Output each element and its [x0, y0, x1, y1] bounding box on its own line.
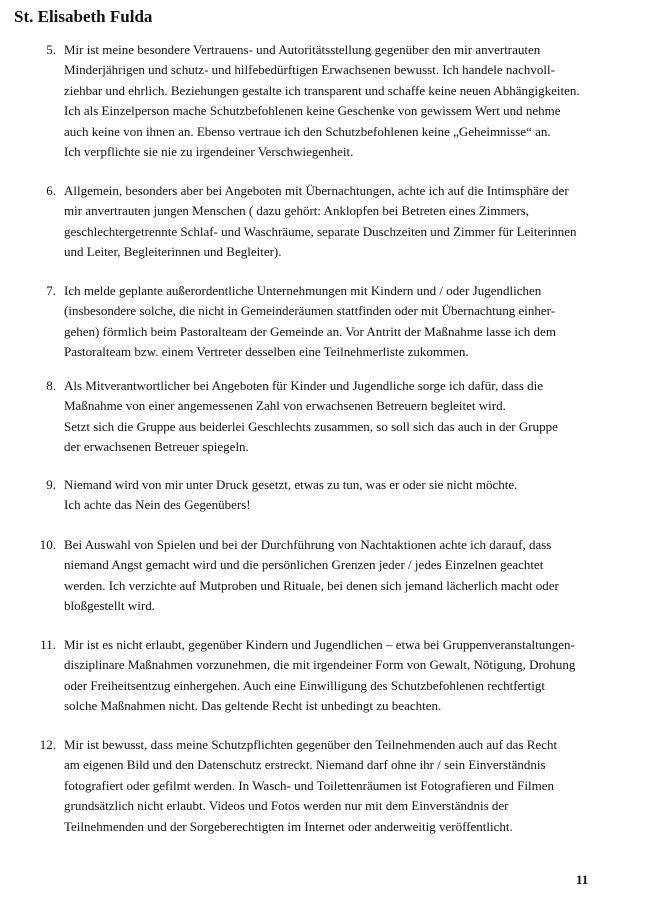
rule-text-line: Pastoralteam bzw. einem Vertreter desselben eine Teilnehmerliste zukommen. — [64, 344, 469, 360]
rule-number: 10. — [39, 537, 56, 552]
rule-text-line: bloßgestellt wird. — [64, 598, 155, 614]
rule-text-line: gehen) förmlich beim Pastoralteam der Gemeinde an. Vor Antritt der Maßnahme lasse ich dem — [64, 323, 556, 339]
rule-number: 5. — [46, 42, 56, 57]
rule-text-line: Maßnahme von einer angemessenen Zahl von erwachsenen Betreuern begleitet wird. — [64, 398, 506, 414]
rule-text-line: am eigenen Bild und den Datenschutz erstreckt. Niemand darf ohne ihr / sein Einverständnis — [64, 757, 546, 773]
rule-text-line: Minderjährigen und schutz- und hilfebedürftigen Erwachsenen bewusst. Ich handele nachvoll- — [64, 62, 555, 78]
rule-text-line: Niemand wird von mir unter Druck gesetzt, etwas zu tun, was er oder sie nicht möchte. — [64, 477, 518, 492]
rule-text-line: mir anvertrauten jungen Menschen ( dazu gehört: Anklopfen bei Betreten eines Zimmers, — [64, 203, 529, 219]
rule-text-line: geschlechtergetrennte Schlaf- und Waschräume, separate Duschzeiten und Zimmer für Leiterinnen — [64, 223, 577, 239]
rule-text-line: Als Mitverantwortlicher bei Angeboten für Kinder und Jugendliche sorge ich dafür, dass die — [64, 378, 544, 393]
rule-number: 6. — [46, 183, 56, 198]
rule-text-line: niemand Angst gemacht wird und die persönlichen Grenzen jeder / jedes Einzelnen geachtet — [64, 557, 544, 573]
rule-text-line: disziplinare Maßnahmen vorzunehmen, die mit irgendeiner Form von Gewalt, Nötigung, Drohung — [64, 657, 576, 673]
rule-text-line: Bei Auswahl von Spielen und bei der Durchführung von Nachtaktionen achte ich darauf, dass — [64, 537, 552, 552]
rule-text-line: oder Freiheitsentzug einhergehen. Auch eine Einwilligung des Schutzbefohlenen rechtfertigt — [64, 677, 545, 693]
rule-text-line: (insbesondere solche, die nicht in Gemeinderäumen stattfinden oder mit Übernachtung einher- — [64, 303, 556, 319]
rule-text-line: Mir ist meine besondere Vertrauens- und Autoritätsstellung gegenüber den mir anvertrauten — [64, 42, 541, 57]
rule-text-line: Ich melde geplante außerordentliche Unternehmungen mit Kindern und / oder Jugendlichen — [64, 283, 542, 298]
rule-text-line: und Leiter, Begleiterinnen und Begleiter). — [64, 244, 282, 260]
rule-text-line: Ich achte das Nein des Gegenübers! — [64, 497, 251, 513]
rule-number: 9. — [46, 477, 56, 492]
rule-number: 7. — [46, 283, 56, 298]
rule-text-line: solche Maßnahmen nicht. Das geltende Recht ist unbedingt zu beachten. — [64, 698, 442, 714]
rule-text-line: der erwachsenen Betreuer spiegeln. — [64, 439, 249, 455]
page-title: St. Elisabeth Fulda — [14, 7, 153, 26]
rule-text-line: fotografiert oder gefilmt werden. In Wasch- und Toilettenräumen ist Fotografieren und Filmen — [64, 777, 554, 793]
rule-text-line: Allgemein, besonders aber bei Angeboten mit Übernachtungen, achte ich auf die Intimsphäre der — [64, 183, 569, 198]
rule-text-line: Setzt sich die Gruppe aus beiderlei Geschlechts zusammen, so soll sich das auch in der Gruppe — [64, 418, 558, 434]
rule-text-line: auch keine von ihnen an. Ebenso vertraue ich den Schutzbefohlenen keine „Geheimnisse“ an. — [64, 123, 551, 139]
rule-text-line: werden. Ich verzichte auf Mutproben und Rituale, bei denen sich jemand lächerlich macht oder — [64, 577, 559, 593]
rule-text-line: Ich verpflichte sie nie zu irgendeiner Verschwiegenheit. — [64, 144, 354, 159]
rule-text-line: grundsätzlich nicht erlaubt. Videos und Fotos werden nur mit dem Einverständnis der — [64, 798, 509, 814]
rule-text-line: Teilnehmenden und der Sorgeberechtigten im Internet oder anderweitig veröffentlicht. — [64, 818, 513, 834]
page-number: 11 — [576, 872, 589, 887]
rule-text-line: Mir ist es nicht erlaubt, gegenüber Kindern und Jugendlichen – etwa bei Gruppenveranstaltungen- — [64, 637, 575, 652]
rule-text-line: Ich als Einzelperson mache Schutzbefohlenen keine Geschenke von gewissem Wert und nehme — [64, 103, 561, 119]
rule-number: 8. — [46, 378, 56, 393]
rule-text-line: ziehbar und ehrlich. Beziehungen gestalte ich transparent und schaffe keine neuen Abhängigkeiten. — [64, 82, 580, 98]
rule-number: 11. — [40, 637, 56, 652]
rule-number: 12. — [39, 737, 56, 752]
rule-text-line: Mir ist bewusst, dass meine Schutzpflichten gegenüber den Teilnehmenden auch auf das Recht — [64, 737, 558, 752]
